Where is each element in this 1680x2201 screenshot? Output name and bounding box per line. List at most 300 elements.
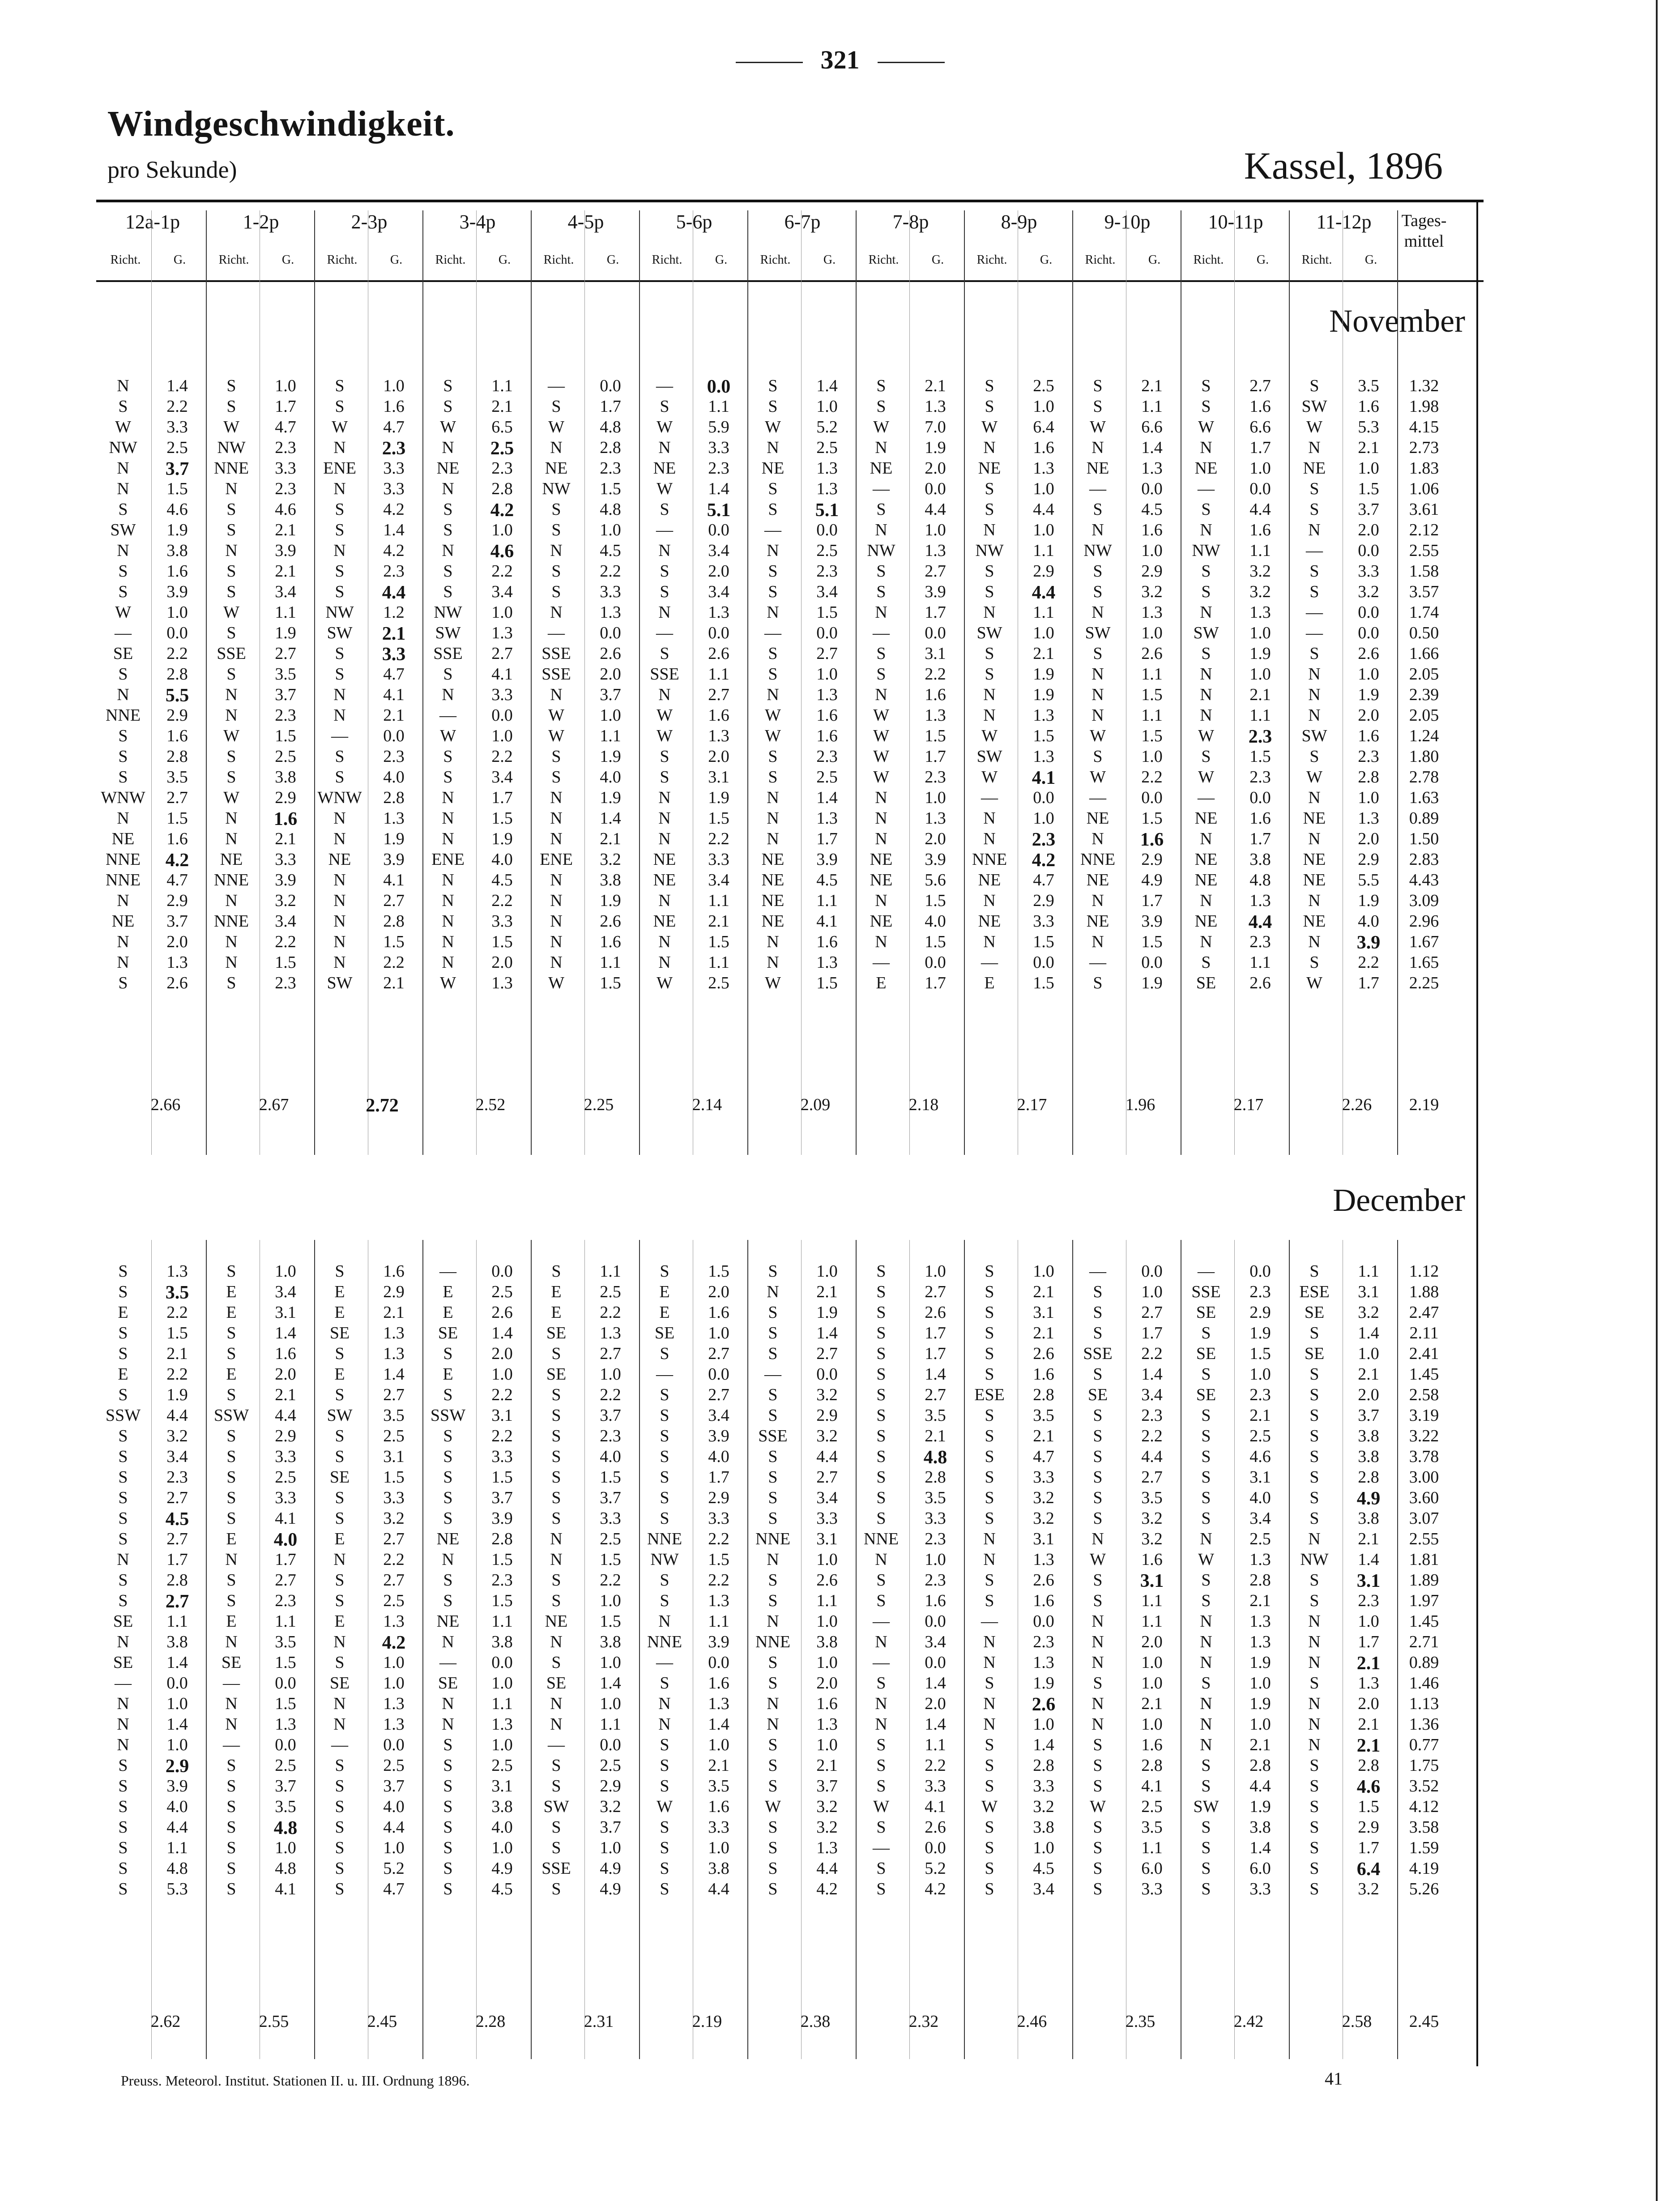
direction-cell: S (1201, 1859, 1211, 1878)
direction-cell: NE (761, 871, 785, 889)
hour-label: 10-11p (1208, 211, 1263, 233)
table-row (98, 870, 1477, 891)
speed-cell: 1.0 (708, 1324, 729, 1342)
direction-cell: N (333, 953, 346, 972)
speed-cell: 1.5 (491, 932, 513, 951)
daily-mean-cell: 1.59 (1409, 1838, 1439, 1857)
speed-cell: 4.7 (1033, 871, 1054, 889)
speed-cell: 2.6 (816, 1571, 838, 1590)
speed-cell: 1.1 (275, 1612, 296, 1631)
speed-cell: 1.6 (166, 727, 188, 745)
speed-cell: 1.5 (1141, 727, 1163, 745)
speed-cell: 4.0 (708, 1447, 729, 1466)
speed-cell: 0.0 (1033, 1612, 1054, 1631)
direction-cell: N (1200, 891, 1212, 910)
direction-cell: S (551, 1385, 561, 1404)
speed-cell: 2.1 (600, 829, 621, 848)
direction-cell: ENE (540, 850, 573, 869)
direction-cell: S (1201, 1571, 1211, 1590)
speed-cell: 2.8 (491, 479, 513, 498)
direction-cell: W (1090, 1550, 1106, 1569)
direction-cell: S (1093, 1818, 1103, 1837)
direction-cell: S (768, 665, 778, 684)
direction-cell: S (1201, 953, 1211, 972)
speed-cell: 1.9 (1249, 1694, 1271, 1713)
speed-cell: 3.2 (816, 1427, 838, 1445)
speed-cell: 1.5 (925, 932, 946, 951)
speed-cell: 1.3 (491, 624, 513, 642)
direction-cell: NE (1303, 912, 1326, 931)
speed-cell: 1.0 (1249, 1365, 1271, 1384)
speed-cell: 3.1 (383, 1447, 405, 1466)
speed-cell: 1.4 (275, 1324, 296, 1342)
direction-cell: N (1200, 1633, 1212, 1651)
speed-cell: 1.0 (491, 603, 513, 622)
speed-cell: 4.4 (383, 1818, 405, 1837)
direction-cell: N (1200, 665, 1212, 684)
dir-sub-header: Richt. (543, 253, 574, 267)
speed-sub-header: G. (715, 253, 728, 267)
direction-cell: S (1309, 1324, 1319, 1342)
speed-cell: 2.7 (383, 1385, 405, 1404)
direction-cell: NE (1303, 459, 1326, 478)
direction-cell: S (226, 974, 236, 992)
direction-cell: N (117, 953, 129, 972)
monthly-mean-cell: 2.46 (1017, 2012, 1047, 2031)
speed-cell: 2.8 (491, 1530, 513, 1548)
speed-cell: 3.7 (165, 459, 189, 479)
direction-cell: N (875, 438, 887, 457)
direction-cell: W (223, 788, 239, 807)
speed-cell: 2.5 (600, 1756, 621, 1775)
direction-cell: N (1308, 1694, 1321, 1713)
speed-cell: 4.8 (600, 500, 621, 519)
speed-cell: 4.9 (1356, 1488, 1381, 1509)
speed-cell: 2.3 (275, 479, 296, 498)
direction-cell: N (1092, 1694, 1104, 1713)
speed-cell: 0.0 (383, 727, 405, 745)
direction-cell: NE (1303, 850, 1326, 869)
direction-cell: NE (328, 850, 351, 869)
speed-cell: 0.0 (1141, 953, 1163, 972)
monthly-mean-cell: 2.45 (1409, 2012, 1439, 2031)
direction-cell: S (985, 1571, 994, 1590)
speed-cell: 2.1 (708, 912, 729, 931)
speed-cell: 1.7 (816, 829, 838, 848)
direction-cell: N (117, 1715, 129, 1734)
speed-cell: 4.6 (275, 500, 296, 519)
speed-cell: 1.1 (708, 397, 729, 416)
direction-cell: S (768, 1324, 778, 1342)
direction-cell: N (1308, 1653, 1321, 1672)
direction-cell: S (118, 500, 128, 519)
direction-cell: NW (1300, 1550, 1329, 1569)
speed-cell: 1.9 (1249, 1324, 1271, 1342)
direction-cell: SE (221, 1653, 242, 1672)
daily-mean-cell: 2.39 (1409, 685, 1439, 704)
speed-cell: 1.0 (1141, 624, 1163, 642)
direction-cell: W (223, 727, 239, 745)
direction-cell: N (225, 1550, 238, 1569)
direction-cell: N (1308, 438, 1321, 457)
speed-cell: 1.9 (1249, 1797, 1271, 1816)
speed-cell: 1.6 (816, 727, 838, 745)
direction-cell: N (550, 1694, 563, 1713)
speed-cell: 3.9 (275, 541, 296, 560)
direction-cell: N (983, 809, 996, 828)
speed-cell: 4.1 (925, 1797, 946, 1816)
speed-cell: 6.4 (1033, 418, 1054, 436)
monthly-mean-cell: 1.96 (1125, 1095, 1156, 1114)
direction-cell: S (1309, 1880, 1319, 1898)
speed-cell: 3.5 (1141, 1818, 1163, 1837)
direction-cell: NE (436, 1612, 460, 1631)
speed-cell: 1.6 (600, 932, 621, 951)
speed-cell: 1.0 (600, 1694, 621, 1713)
hour-label: 9-10p (1104, 211, 1151, 233)
table-row (98, 1776, 1477, 1797)
speed-cell: 1.6 (275, 1344, 296, 1363)
speed-cell: 0.0 (925, 1612, 946, 1631)
direction-cell: S (1093, 1859, 1103, 1878)
direction-cell: N (442, 891, 454, 910)
direction-cell: — (981, 953, 998, 972)
speed-cell: 2.3 (816, 562, 838, 581)
speed-cell: 1.7 (925, 603, 946, 622)
speed-cell: 2.2 (708, 1530, 729, 1548)
table-row (98, 1406, 1477, 1426)
direction-cell: S (1309, 1509, 1319, 1528)
direction-cell: S (551, 500, 561, 519)
direction-cell: S (226, 1591, 236, 1610)
direction-cell: S (660, 1509, 669, 1528)
direction-cell: S (1093, 1488, 1103, 1507)
direction-cell: S (876, 1756, 886, 1775)
speed-cell: 1.7 (925, 974, 946, 992)
speed-cell: 2.8 (1358, 1468, 1379, 1487)
speed-cell: 3.7 (275, 685, 296, 704)
speed-cell: 2.2 (491, 1385, 513, 1404)
speed-cell: 1.5 (1141, 809, 1163, 828)
direction-cell: S (118, 768, 128, 786)
speed-cell: 4.4 (1248, 912, 1272, 932)
speed-cell: 1.1 (1033, 541, 1054, 560)
speed-cell: 2.1 (275, 562, 296, 581)
speed-cell: 0.0 (491, 1653, 513, 1672)
table-row (98, 891, 1477, 911)
table-row (98, 664, 1477, 685)
speed-cell: 1.0 (816, 1612, 838, 1631)
direction-cell: N (983, 438, 996, 457)
speed-cell: 4.4 (1249, 500, 1271, 519)
hour-label: 5-6p (676, 211, 712, 233)
speed-cell: 1.0 (1141, 1282, 1163, 1301)
speed-cell: 4.6 (1249, 1447, 1271, 1466)
dir-sub-header: Richt. (435, 253, 466, 267)
speed-cell: 1.0 (925, 1550, 946, 1569)
speed-cell: 2.5 (816, 438, 838, 457)
direction-cell: N (333, 685, 346, 704)
speed-cell: 1.6 (925, 1591, 946, 1610)
speed-cell: 0.0 (600, 1735, 621, 1754)
direction-cell: S (985, 479, 994, 498)
speed-cell: 1.0 (383, 376, 405, 395)
direction-cell: N (983, 685, 996, 704)
speed-cell: 1.4 (166, 1715, 188, 1734)
direction-cell: SSE (433, 644, 463, 663)
daily-mean-cell: 0.77 (1409, 1735, 1439, 1754)
direction-cell: S (335, 1756, 345, 1775)
speed-cell: 3.3 (275, 850, 296, 869)
direction-cell: — (439, 1262, 456, 1281)
speed-cell: 3.5 (1141, 1488, 1163, 1507)
direction-cell: SW (1193, 624, 1219, 642)
direction-cell: S (660, 562, 669, 581)
direction-cell: S (551, 1427, 561, 1445)
speed-cell: 1.3 (166, 953, 188, 972)
direction-cell: W (657, 974, 673, 992)
direction-cell: N (1092, 1530, 1104, 1548)
speed-cell: 3.9 (816, 850, 838, 869)
direction-cell: S (551, 1756, 561, 1775)
speed-cell: 1.0 (1249, 1674, 1271, 1692)
speed-cell: 0.0 (1249, 1262, 1271, 1281)
speed-cell: 1.3 (925, 397, 946, 416)
direction-cell: S (118, 1818, 128, 1837)
speed-cell: 4.0 (273, 1530, 298, 1550)
direction-cell: S (876, 500, 886, 519)
speed-cell: 4.2 (925, 1880, 946, 1898)
speed-cell: 4.2 (816, 1880, 838, 1898)
direction-cell: S (335, 1838, 345, 1857)
monthly-mean-cell: 2.38 (800, 2012, 831, 2031)
speed-cell: 2.5 (166, 438, 188, 457)
speed-cell: 6.6 (1141, 418, 1163, 436)
direction-cell: N (658, 788, 671, 807)
speed-cell: 1.0 (925, 1262, 946, 1281)
direction-cell: S (985, 582, 994, 601)
direction-cell: N (550, 438, 563, 457)
speed-cell: 3.7 (600, 1488, 621, 1507)
direction-cell: W (1090, 768, 1106, 786)
speed-cell: 1.2 (383, 603, 405, 622)
speed-cell: 4.5 (1141, 500, 1163, 519)
speed-cell: 2.8 (1358, 1756, 1379, 1775)
speed-cell: 1.0 (275, 1262, 296, 1281)
direction-cell: N (117, 376, 129, 395)
direction-cell: S (335, 1427, 345, 1445)
daily-mean-cell: 0.89 (1409, 809, 1439, 828)
direction-cell: N (1200, 1653, 1212, 1672)
direction-cell: S (768, 1859, 778, 1878)
speed-cell: 3.7 (600, 1406, 621, 1425)
speed-cell: 2.0 (1358, 829, 1379, 848)
speed-cell: 1.4 (925, 1365, 946, 1384)
direction-cell: S (768, 1880, 778, 1898)
direction-cell: S (118, 397, 128, 416)
table-row (98, 458, 1477, 479)
speed-cell: 3.5 (1033, 1406, 1054, 1425)
speed-cell: 1.9 (1249, 1653, 1271, 1672)
speed-cell: 1.4 (166, 1653, 188, 1672)
direction-cell: S (1309, 376, 1319, 395)
speed-cell: 2.0 (925, 459, 946, 478)
direction-cell: S (118, 747, 128, 766)
speed-cell: 4.4 (708, 1880, 729, 1898)
dir-sub-header: Richt. (110, 253, 141, 267)
speed-cell: 2.0 (1141, 1633, 1163, 1651)
speed-cell: 0.0 (925, 624, 946, 642)
speed-cell: 3.2 (383, 1509, 405, 1528)
direction-cell: NNE (213, 912, 249, 931)
speed-cell: 1.0 (1358, 788, 1379, 807)
direction-cell: N (333, 912, 346, 931)
direction-cell: S (768, 562, 778, 581)
speed-cell: 4.7 (383, 418, 405, 436)
speed-cell: 3.5 (925, 1488, 946, 1507)
speed-cell: 2.6 (925, 1303, 946, 1322)
daily-mean-cell: 1.67 (1409, 932, 1439, 951)
speed-cell: 1.1 (1249, 953, 1271, 972)
direction-cell: SSE (758, 1427, 788, 1445)
direction-cell: S (876, 1818, 886, 1837)
speed-cell: 3.5 (275, 1797, 296, 1816)
speed-cell: 2.8 (1249, 1756, 1271, 1775)
table-row (98, 911, 1477, 932)
direction-cell: N (1092, 665, 1104, 684)
direction-cell: N (1200, 1530, 1212, 1548)
direction-cell: W (873, 727, 889, 745)
daily-mean-cell: 2.96 (1409, 912, 1439, 931)
direction-cell: S (660, 1344, 669, 1363)
speed-cell: 0.0 (600, 624, 621, 642)
direction-cell: N (983, 1694, 996, 1713)
direction-cell: S (335, 768, 345, 786)
direction-cell: SW (1301, 727, 1327, 745)
dir-sub-header: Richt. (1193, 253, 1224, 267)
direction-cell: N (658, 932, 671, 951)
direction-cell: S (118, 562, 128, 581)
daily-mean-cell: 1.89 (1409, 1571, 1439, 1590)
direction-cell: S (660, 1406, 669, 1425)
direction-cell: — (115, 1674, 132, 1692)
speed-cell: 2.8 (600, 438, 621, 457)
direction-cell: S (335, 1859, 345, 1878)
subcolumn-rule (151, 210, 152, 280)
direction-cell: S (660, 1262, 669, 1281)
speed-cell: 4.5 (1033, 1859, 1054, 1878)
direction-cell: S (985, 1282, 994, 1301)
speed-cell: 1.6 (816, 1694, 838, 1713)
direction-cell: N (1308, 932, 1321, 951)
speed-cell: 3.8 (816, 1633, 838, 1651)
direction-cell: S (1201, 1818, 1211, 1837)
table-row (98, 1509, 1477, 1529)
direction-cell: S (876, 1303, 886, 1322)
direction-cell: S (768, 479, 778, 498)
speed-cell: 3.8 (1358, 1509, 1379, 1528)
direction-cell: SSW (430, 1406, 466, 1425)
hour-column-header (748, 210, 857, 273)
speed-cell: 3.3 (491, 685, 513, 704)
direction-cell: N (550, 871, 563, 889)
speed-cell: 0.0 (925, 1653, 946, 1672)
speed-cell: 2.9 (1033, 562, 1054, 581)
direction-cell: N (1308, 1633, 1321, 1651)
speed-cell: 4.0 (383, 1797, 405, 1816)
direction-cell: W (1090, 418, 1106, 436)
direction-cell: N (658, 1694, 671, 1713)
direction-cell: S (335, 562, 345, 581)
table-row (98, 1488, 1477, 1509)
speed-cell: 3.2 (1358, 1880, 1379, 1898)
speed-cell: 2.5 (383, 1756, 405, 1775)
direction-cell: S (118, 1859, 128, 1878)
direction-cell: — (873, 479, 890, 498)
speed-cell: 1.0 (491, 1838, 513, 1857)
speed-cell: 1.6 (1033, 1591, 1054, 1610)
speed-cell: 4.6 (166, 500, 188, 519)
direction-cell: — (656, 624, 673, 642)
direction-cell: NW (325, 603, 354, 622)
speed-cell: 2.9 (816, 1406, 838, 1425)
speed-cell: 2.3 (1358, 747, 1379, 766)
speed-cell: 2.1 (925, 1427, 946, 1445)
direction-cell: S (551, 1344, 561, 1363)
direction-cell: — (1089, 1262, 1106, 1281)
speed-cell: 1.6 (166, 829, 188, 848)
direction-cell: N (1200, 438, 1212, 457)
speed-cell: 1.3 (383, 1715, 405, 1734)
direction-cell: S (985, 1303, 994, 1322)
speed-cell: 0.0 (708, 1653, 729, 1672)
speed-cell: 1.5 (1358, 479, 1379, 498)
speed-cell: 1.3 (816, 479, 838, 498)
monthly-mean-cell: 2.58 (1342, 2012, 1372, 2031)
direction-cell: NE (111, 912, 135, 931)
speed-cell: 2.7 (816, 1468, 838, 1487)
speed-cell: 1.0 (166, 603, 188, 622)
direction-cell: NNE (755, 1530, 791, 1548)
speed-cell: 2.7 (1141, 1303, 1163, 1322)
direction-cell: NW (650, 1550, 679, 1569)
direction-cell: S (985, 1880, 994, 1898)
speed-cell: 1.5 (708, 1550, 729, 1569)
direction-cell: S (118, 1777, 128, 1795)
direction-cell: N (442, 788, 454, 807)
column-rule (531, 210, 532, 280)
speed-cell: 3.9 (275, 871, 296, 889)
speed-cell: 3.7 (1358, 1406, 1379, 1425)
hour-column-header (1181, 210, 1290, 273)
speed-cell: 3.5 (275, 1633, 296, 1651)
direction-cell: N (550, 788, 563, 807)
table-row (98, 1364, 1477, 1385)
monthly-mean-cell: 2.26 (1342, 1095, 1372, 1114)
table-row (98, 644, 1477, 664)
table-row (98, 1632, 1477, 1653)
speed-cell: 1.5 (491, 1468, 513, 1487)
table-row (98, 1859, 1477, 1879)
direction-cell: N (1200, 1715, 1212, 1734)
speed-cell: 4.4 (816, 1859, 838, 1878)
speed-cell: 1.1 (600, 727, 621, 745)
direction-cell: N (983, 1530, 996, 1548)
direction-cell: NE (870, 912, 893, 931)
speed-cell: 2.1 (708, 1756, 729, 1775)
speed-cell: 1.0 (1141, 1674, 1163, 1692)
speed-cell: 1.3 (816, 1838, 838, 1857)
